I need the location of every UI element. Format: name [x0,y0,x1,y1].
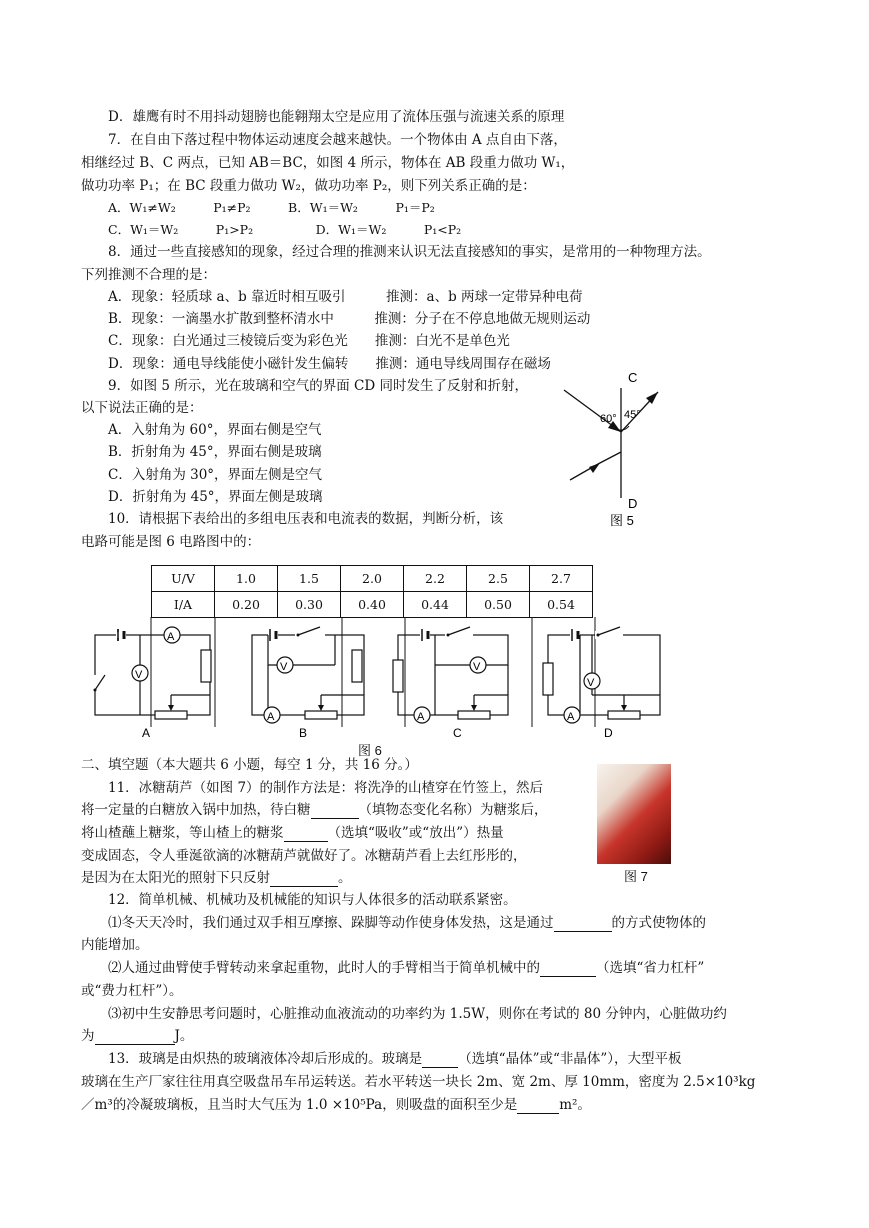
table-cell: 1.0 [215,566,278,592]
q9-option-d: D．折射角为 45°，界面左侧是玻璃 [108,489,323,505]
circuit-b [252,627,364,740]
voltmeter-label: V [135,669,143,681]
table-cell: 0.20 [215,592,278,618]
q8-option-d: D．现象：通电导线能使小磁针发生偏转 推测：通电导线周围存在磁场 [108,356,551,372]
ammeter-label: A [167,631,175,643]
table-row-voltage [152,566,593,592]
candied-hawthorn-photo [597,764,671,864]
q12-part-2: ⑵人通过曲臂使手臂转动来拿起重物，此时人的手臂相当于简单机械中的 （选填“省力杠杆” [108,960,705,976]
circuit-label-a: A [142,726,151,740]
q9-stem-1: 9．如图 5 所示，光在玻璃和空气的界面 CD 同时发生了反射和折射， [108,378,528,394]
q11-blank-2[interactable] [284,827,328,842]
table-cell: 0.50 [467,592,530,618]
q7-stem-1: 7．在自由下落过程中物体运动速度会越来越快。一个物体由 A 点自由下落， [108,132,567,148]
q13-stem-1: 13．玻璃是由炽热的玻璃液体冷却后形成的。玻璃是 （选填“晶体”或“非晶体”），大型平板 [108,1051,682,1067]
q12-part-3: ⑶初中生安静思考问题时，心脏推动血液流动的功率约为 1.5W，则你在考试的 80 分钟内，心脏做功约 [108,1006,727,1022]
circuit-a [94,627,212,740]
q13-stem-2: 玻璃在生产厂家往往用真空吸盘吊车吊运转送。若水平转送一块长 2m、宽 2m、厚 10mm，密度为 2.5×10³kg [81,1074,756,1090]
q11-stem-4: 变成固态，令人垂涎欲滴的冰糖葫芦就做好了。冰糖葫芦看上去红彤彤的， [81,848,527,864]
q11-stem-3: 将山楂蘸上糖浆，等山楂上的糖浆 （选填“吸收”或“放出”）热量 [81,825,504,841]
voltage-current-table [151,565,593,618]
q13-blank-2[interactable] [517,1099,559,1114]
table-cell: 2.7 [530,566,593,592]
q12-part-3-cont: 为 J。 [81,1028,194,1044]
table-row-current [152,592,593,618]
fig5-angle-60: 60° [600,413,617,425]
q9-option-c: C．入射角为 30°，界面左侧是空气 [108,467,323,483]
q8-option-a: A．现象：轻质球 a、b 靠近时相互吸引 推测：a、b 两球一定带异种电荷 [108,289,583,305]
q6-option-d: D．雄鹰有时不用抖动翅膀也能翱翔太空是应用了流体压强与流速关系的原理 [108,109,565,125]
circuit-d [543,627,660,740]
table-cell: 2.2 [404,566,467,592]
ammeter-label: A [417,711,425,723]
q8-stem-2: 下列推测不合理的是： [81,267,216,283]
q11-stem-2: 将一定量的白糖放入锅中加热，待白糖 （填物态变化名称）为糖浆后， [81,802,548,818]
table-cell: 0.40 [341,592,404,618]
q9-option-a: A．入射角为 60°，界面右侧是空气 [108,422,322,438]
q7-stem-3: 做功功率 P₁；在 BC 段重力做功 W₂，做功功率 P₂，则下列关系正确的是： [81,178,536,194]
circuit-c [393,627,508,740]
figure-5-light-refraction [550,370,690,528]
q13-blank-1[interactable] [422,1053,458,1068]
q10-stem-1: 10．请根据下表给出的多组电压表和电流表的数据，判断分析，该 [108,511,504,527]
ammeter-label: A [267,711,275,723]
circuit-label-d: D [604,726,613,740]
table-cell: 2.0 [341,566,404,592]
circuit-label-c: C [453,726,462,740]
table-cell: 0.30 [278,592,341,618]
fig6-caption: 图 6 [358,743,382,758]
q11-blank-3[interactable] [270,872,338,887]
voltmeter-label: V [473,661,481,673]
q9-stem-2: 以下说法正确的是： [81,400,203,416]
table-cell: 0.54 [530,592,593,618]
q8-stem-1: 8．通过一些直接感知的现象，经过合理的推测来认识无法直接感知的事实，是常用的一种物理方法。 [108,244,711,260]
fig5-label-d: D [628,496,638,511]
q12-part-1: ⑴冬天天冷时，我们通过双手相互摩擦、跺脚等动作使身体发热，这是通过 的方式使物体的 [108,915,706,931]
table-cell: 1.5 [278,566,341,592]
q10-stem-2: 电路可能是图 6 电路图中的： [81,534,261,550]
table-cell: 2.5 [467,566,530,592]
q12-part-1-cont: 内能增加。 [81,937,149,953]
circuit-label-b: B [299,726,308,740]
fig7-caption: 图 7 [624,869,648,884]
q8-option-b: B．现象：一滴墨水扩散到整杯清水中 推测：分子在不停息地做无规则运动 [108,311,591,327]
section-2-heading: 二、填空题（本大题共 6 小题，每空 1 分，共 16 分。） [81,757,418,773]
q13-stem-3: ／m³的冷凝玻璃板，且当时大气压为 1.0 ×10⁵Pa，则吸盘的面积至少是 m²。 [81,1097,591,1113]
q7-options-ab: A．W₁≠W₂ P₁≠P₂ B．W₁＝W₂ P₁＝P₂ [108,200,435,215]
q8-option-c: C．现象：白光通过三棱镜后变为彩色光 推测：白光不是单色光 [108,333,510,349]
q12-blank-1[interactable] [554,917,612,932]
q11-stem-5: 是因为在太阳光的照射下只反射 。 [81,870,352,886]
q7-options-cd: C．W₁＝W₂ P₁>P₂ D．W₁＝W₂ P₁<P₂ [108,222,462,237]
q9-option-b: B．折射角为 45°，界面右侧是玻璃 [108,444,322,460]
table-header-voltage: U/V [152,566,215,592]
q12-blank-2[interactable] [540,962,596,977]
q12-part-2-cont: 或“费力杠杆”）。 [81,983,183,999]
q12-stem-1: 12．简单机械、机械功及机械能的知识与人体很多的活动联系紧密。 [108,892,517,908]
ammeter-label: A [567,711,575,723]
q7-stem-2: 相继经过 B、C 两点，已知 AB＝BC，如图 4 所示，物体在 AB 段重力做功 W₁， [81,155,575,171]
q11-stem-1: 11．冰糖葫芦（如图 7）的制作方法是：将洗净的山楂穿在竹签上，然后 [108,780,544,796]
fig5-label-c: C [628,370,638,385]
voltmeter-label: V [587,677,595,689]
fig5-caption: 图 5 [610,513,634,528]
fig5-angle-45: 45° [624,409,641,421]
table-header-current: I/A [152,592,215,618]
voltmeter-label: V [280,661,288,673]
table-cell: 0.44 [404,592,467,618]
q12-blank-3[interactable] [95,1030,175,1045]
q11-blank-1[interactable] [311,804,359,819]
